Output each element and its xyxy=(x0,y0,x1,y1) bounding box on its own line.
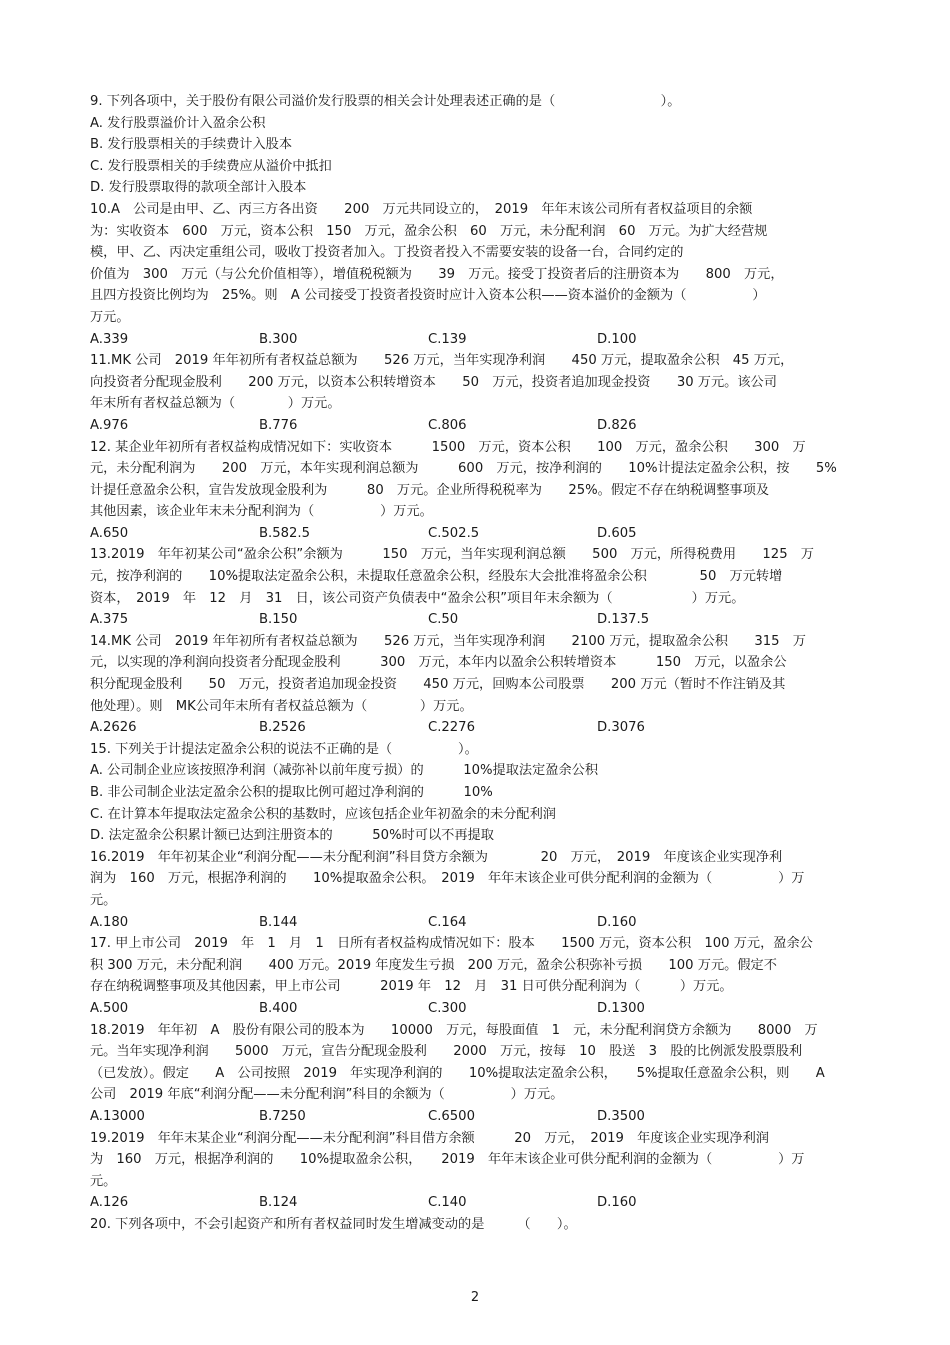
question-text-line: 9. 下列各项中，关于股份有限公司溢价发行股票的相关会计处理表述正确的是（ ）。 xyxy=(90,94,681,109)
question-text-line: 元，按净利润的 10%提取法定盈余公积，未提取任意盈余公积，经股东大会批准将盈余公积 50 万元转增 xyxy=(90,569,783,585)
question-block xyxy=(90,199,870,350)
question-block xyxy=(90,933,870,1019)
answer-option: C.300 xyxy=(428,1000,467,1016)
question-text-line: 16.2019 年年初某企业“利润分配——未分配利润”科目贷方余额为 20 万元， 2019 年度该企业实现净利 xyxy=(90,849,783,865)
question-block xyxy=(90,1020,870,1128)
question-text-line: 向投资者分配现金股利 200 万元，以资本公积转增资本 50 万元，投资者追加现金投资 30 万元。该公司 xyxy=(90,374,777,390)
question-text-line: 13.2019 年年初某公司“盈余公积”余额为 150 万元，当年实现利润总额 500 万元，所得税费用 125 万 xyxy=(90,547,814,563)
question-text-line: 价值为 300 万元（与公允价值相等），增值税税额为 39 万元。接受丁投资者后的注册资本为 800 万元， xyxy=(90,266,784,282)
answer-option: D.605 xyxy=(597,525,637,541)
answer-option: B.776 xyxy=(259,417,298,433)
question-text-line: B. 发行股票相关的手续费计入股本 xyxy=(90,137,293,153)
question-text-line: 公司 2019 年底“利润分配——未分配利润”科目的余额为（ ）万元。 xyxy=(90,1087,564,1103)
question-text-line: 为：实收资本 600 万元，资本公积 150 万元，盈余公积 60 万元，未分配利润 60 万元。为扩大经营规 xyxy=(90,223,768,239)
answer-option: D.826 xyxy=(597,417,637,433)
answer-options xyxy=(90,329,870,351)
answer-option: D.3500 xyxy=(597,1108,645,1124)
question-text-line: 10.A 公司是由甲、乙、丙三方各出资 200 万元共同设立的， 2019 年年末该公司所有者权益项目的余额 xyxy=(90,201,753,217)
answer-option: B.2526 xyxy=(259,720,306,736)
answer-option: B.144 xyxy=(259,914,298,930)
question-block xyxy=(90,631,870,739)
answer-option: D.137.5 xyxy=(597,612,650,628)
answer-option: B.7250 xyxy=(259,1108,306,1124)
question-text-line: D. 发行股票取得的款项全部计入股本 xyxy=(90,180,307,196)
answer-options xyxy=(90,523,870,545)
answer-option: D.1300 xyxy=(597,1000,645,1016)
answer-options xyxy=(90,1106,870,1128)
question-text-line: 19.2019 年年末某企业“利润分配——未分配利润”科目借方余额 20 万元， 2019 年度该企业实现净利润 xyxy=(90,1130,769,1146)
answer-option: A.375 xyxy=(90,612,129,628)
answer-option: D.160 xyxy=(597,1195,637,1211)
answer-option: C.6500 xyxy=(428,1108,475,1124)
answer-option: C.140 xyxy=(428,1195,467,1211)
question-text-line: 万元。 xyxy=(90,309,130,325)
answer-option: B.300 xyxy=(259,331,298,347)
answer-options xyxy=(90,912,870,934)
question-block xyxy=(90,91,870,199)
answer-option: A.126 xyxy=(90,1195,129,1211)
question-text-line: A. 发行股票溢价计入盈余公积 xyxy=(90,115,266,131)
question-text-line: 11.MK 公司 2019 年年初所有者权益总额为 526 万元，当年实现净利润 450 万元，提取盈余公积 45 万元， xyxy=(90,353,794,369)
question-block xyxy=(90,847,870,933)
answer-option: D.3076 xyxy=(597,720,645,736)
question-text-line: 他处理）。则 MK公司年末所有者权益总额为（ ）万元。 xyxy=(90,698,473,714)
question-text-line: 15. 下列关于计提法定盈余公积的说法不正确的是（ ）。 xyxy=(90,741,478,757)
answer-option: C.806 xyxy=(428,417,467,433)
question-text-line: 元，未分配利润为 200 万元，本年实现利润总额为 600 万元，按净利润的 10%计提法定盈余公积，按 5% xyxy=(90,461,837,477)
question-text-line: B. 非公司制企业法定盈余公积的提取比例可超过净利润的 10% xyxy=(90,785,493,800)
question-text-line: 18.2019 年年初 A 股份有限公司的股本为 10000 万元，每股面值 1 元，未分配利润贷方余额为 8000 万 xyxy=(90,1022,818,1038)
question-text-line: 存在纳税调整事项及其他因素，甲上市公司 2019 年 12 月 31 日可供分配利润为（ ）万元。 xyxy=(90,979,733,995)
question-text-line: 模，甲、乙、丙决定重组公司，吸收丁投资者加入。丁投资者投入不需要安装的设备一台，合同约定的 xyxy=(90,245,684,261)
answer-option: A.339 xyxy=(90,331,129,347)
question-text-line: 12. 某企业年初所有者权益构成情况如下：实收资本 1500 万元，资本公积 100 万元，盈余公积 300 万 xyxy=(90,439,806,455)
question-text-line: 润为 160 万元，根据净利润的 10%提取盈余公积。 2019 年年末该企业可供分配利润的金额为（ ）万 xyxy=(90,871,805,887)
answer-option: D.160 xyxy=(597,914,637,930)
answer-option: D.100 xyxy=(597,331,637,347)
question-text-line: 元。 xyxy=(90,1173,117,1189)
answer-option: C.502.5 xyxy=(428,525,480,541)
answer-option: C.164 xyxy=(428,914,467,930)
question-block xyxy=(90,739,870,847)
question-text-line: 元，以实现的净利润向投资者分配现金股利 300 万元，本年内以盈余公积转增资本 150 万元，以盈余公 xyxy=(90,655,787,671)
question-text-line: 且四方投资比例均为 25%。则 A 公司接受丁投资者投资时应计入资本公积——资本溢价的金额为（ ） xyxy=(90,288,766,304)
question-text-line: 资本， 2019 年 12 月 31 日，该公司资产负债表中“盈余公积”项目年末余额为（ ）万元。 xyxy=(90,590,745,606)
question-text-line: （已发放）。假定 A 公司按照 2019 年实现净利润的 10%提取法定盈余公积， 5%提取任意盈余公积，则 A xyxy=(90,1065,825,1081)
answer-option: A.500 xyxy=(90,1000,129,1016)
question-text-line: C. 发行股票相关的手续费应从溢价中抵扣 xyxy=(90,158,332,174)
question-list xyxy=(90,91,870,1235)
question-block xyxy=(90,350,870,436)
answer-option: A.2626 xyxy=(90,720,137,736)
question-text-line: 计提任意盈余公积，宣告发放现金股利为 80 万元。企业所得税税率为 25%。假定不存在纳税调整事项及 xyxy=(90,482,770,498)
question-block xyxy=(90,544,870,630)
question-block xyxy=(90,1214,870,1236)
question-text-line: 20. 下列各项中，不会引起资产和所有者权益同时发生增减变动的是 （ ）。 xyxy=(90,1216,577,1232)
answer-option: A.976 xyxy=(90,417,129,433)
answer-option: C.2276 xyxy=(428,720,475,736)
answer-option: A.650 xyxy=(90,525,129,541)
answer-option: B.582.5 xyxy=(259,525,310,541)
answer-options xyxy=(90,1192,870,1214)
answer-option: B.124 xyxy=(259,1195,298,1211)
answer-options xyxy=(90,415,870,437)
answer-option: A.180 xyxy=(90,914,129,930)
answer-options xyxy=(90,998,870,1020)
question-text-line: 17. 甲上市公司 2019 年 1 月 1 日所有者权益构成情况如下：股本 1500 万元，资本公积 100 万元，盈余公 xyxy=(90,936,813,952)
answer-options xyxy=(90,717,870,739)
question-text-line: 14.MK 公司 2019 年年初所有者权益总额为 526 万元，当年实现净利润 2100 万元，提取盈余公积 315 万 xyxy=(90,633,806,649)
question-text-line: 其他因素，该企业年末未分配利润为（ ）万元。 xyxy=(90,504,433,520)
answer-option: B.400 xyxy=(259,1000,298,1016)
question-text-line: 元。 xyxy=(90,892,117,908)
answer-option: C.50 xyxy=(428,612,459,628)
question-text-line: D. 法定盈余公积累计额已达到注册资本的 50%时可以不再提取 xyxy=(90,828,494,844)
answer-option: A.13000 xyxy=(90,1108,145,1124)
answer-option: C.139 xyxy=(428,331,467,347)
question-text-line: 为 160 万元，根据净利润的 10%提取盈余公积， 2019 年年末该企业可供分配利润的金额为（ ）万 xyxy=(90,1152,805,1168)
question-text-line: 年末所有者权益总额为（ ）万元。 xyxy=(90,396,341,412)
page-number: 2 xyxy=(470,1290,480,1305)
question-text-line: 积 300 万元，未分配利润 400 万元。2019 年度发生亏损 200 万元，盈余公积弥补亏损 100 万元。假定不 xyxy=(90,957,777,973)
answer-options xyxy=(90,609,870,631)
question-text-line: A. 公司制企业应该按照净利润（减弥补以前年度亏损）的 10%提取法定盈余公积 xyxy=(90,763,599,779)
answer-option: B.150 xyxy=(259,612,298,628)
question-block xyxy=(90,1128,870,1214)
question-block xyxy=(90,437,870,545)
question-text-line: 积分配现金股利 50 万元，投资者追加现金投资 450 万元，回购本公司股票 200 万元（暂时不作注销及其 xyxy=(90,677,786,693)
question-text-line: 元。当年实现净利润 5000 万元，宣告分配现金股利 2000 万元，按每 10 股送 3 股的比例派发股票股利 xyxy=(90,1044,803,1060)
question-text-line: C. 在计算本年提取法定盈余公积的基数时，应该包括企业年初盈余的未分配利润 xyxy=(90,806,556,822)
